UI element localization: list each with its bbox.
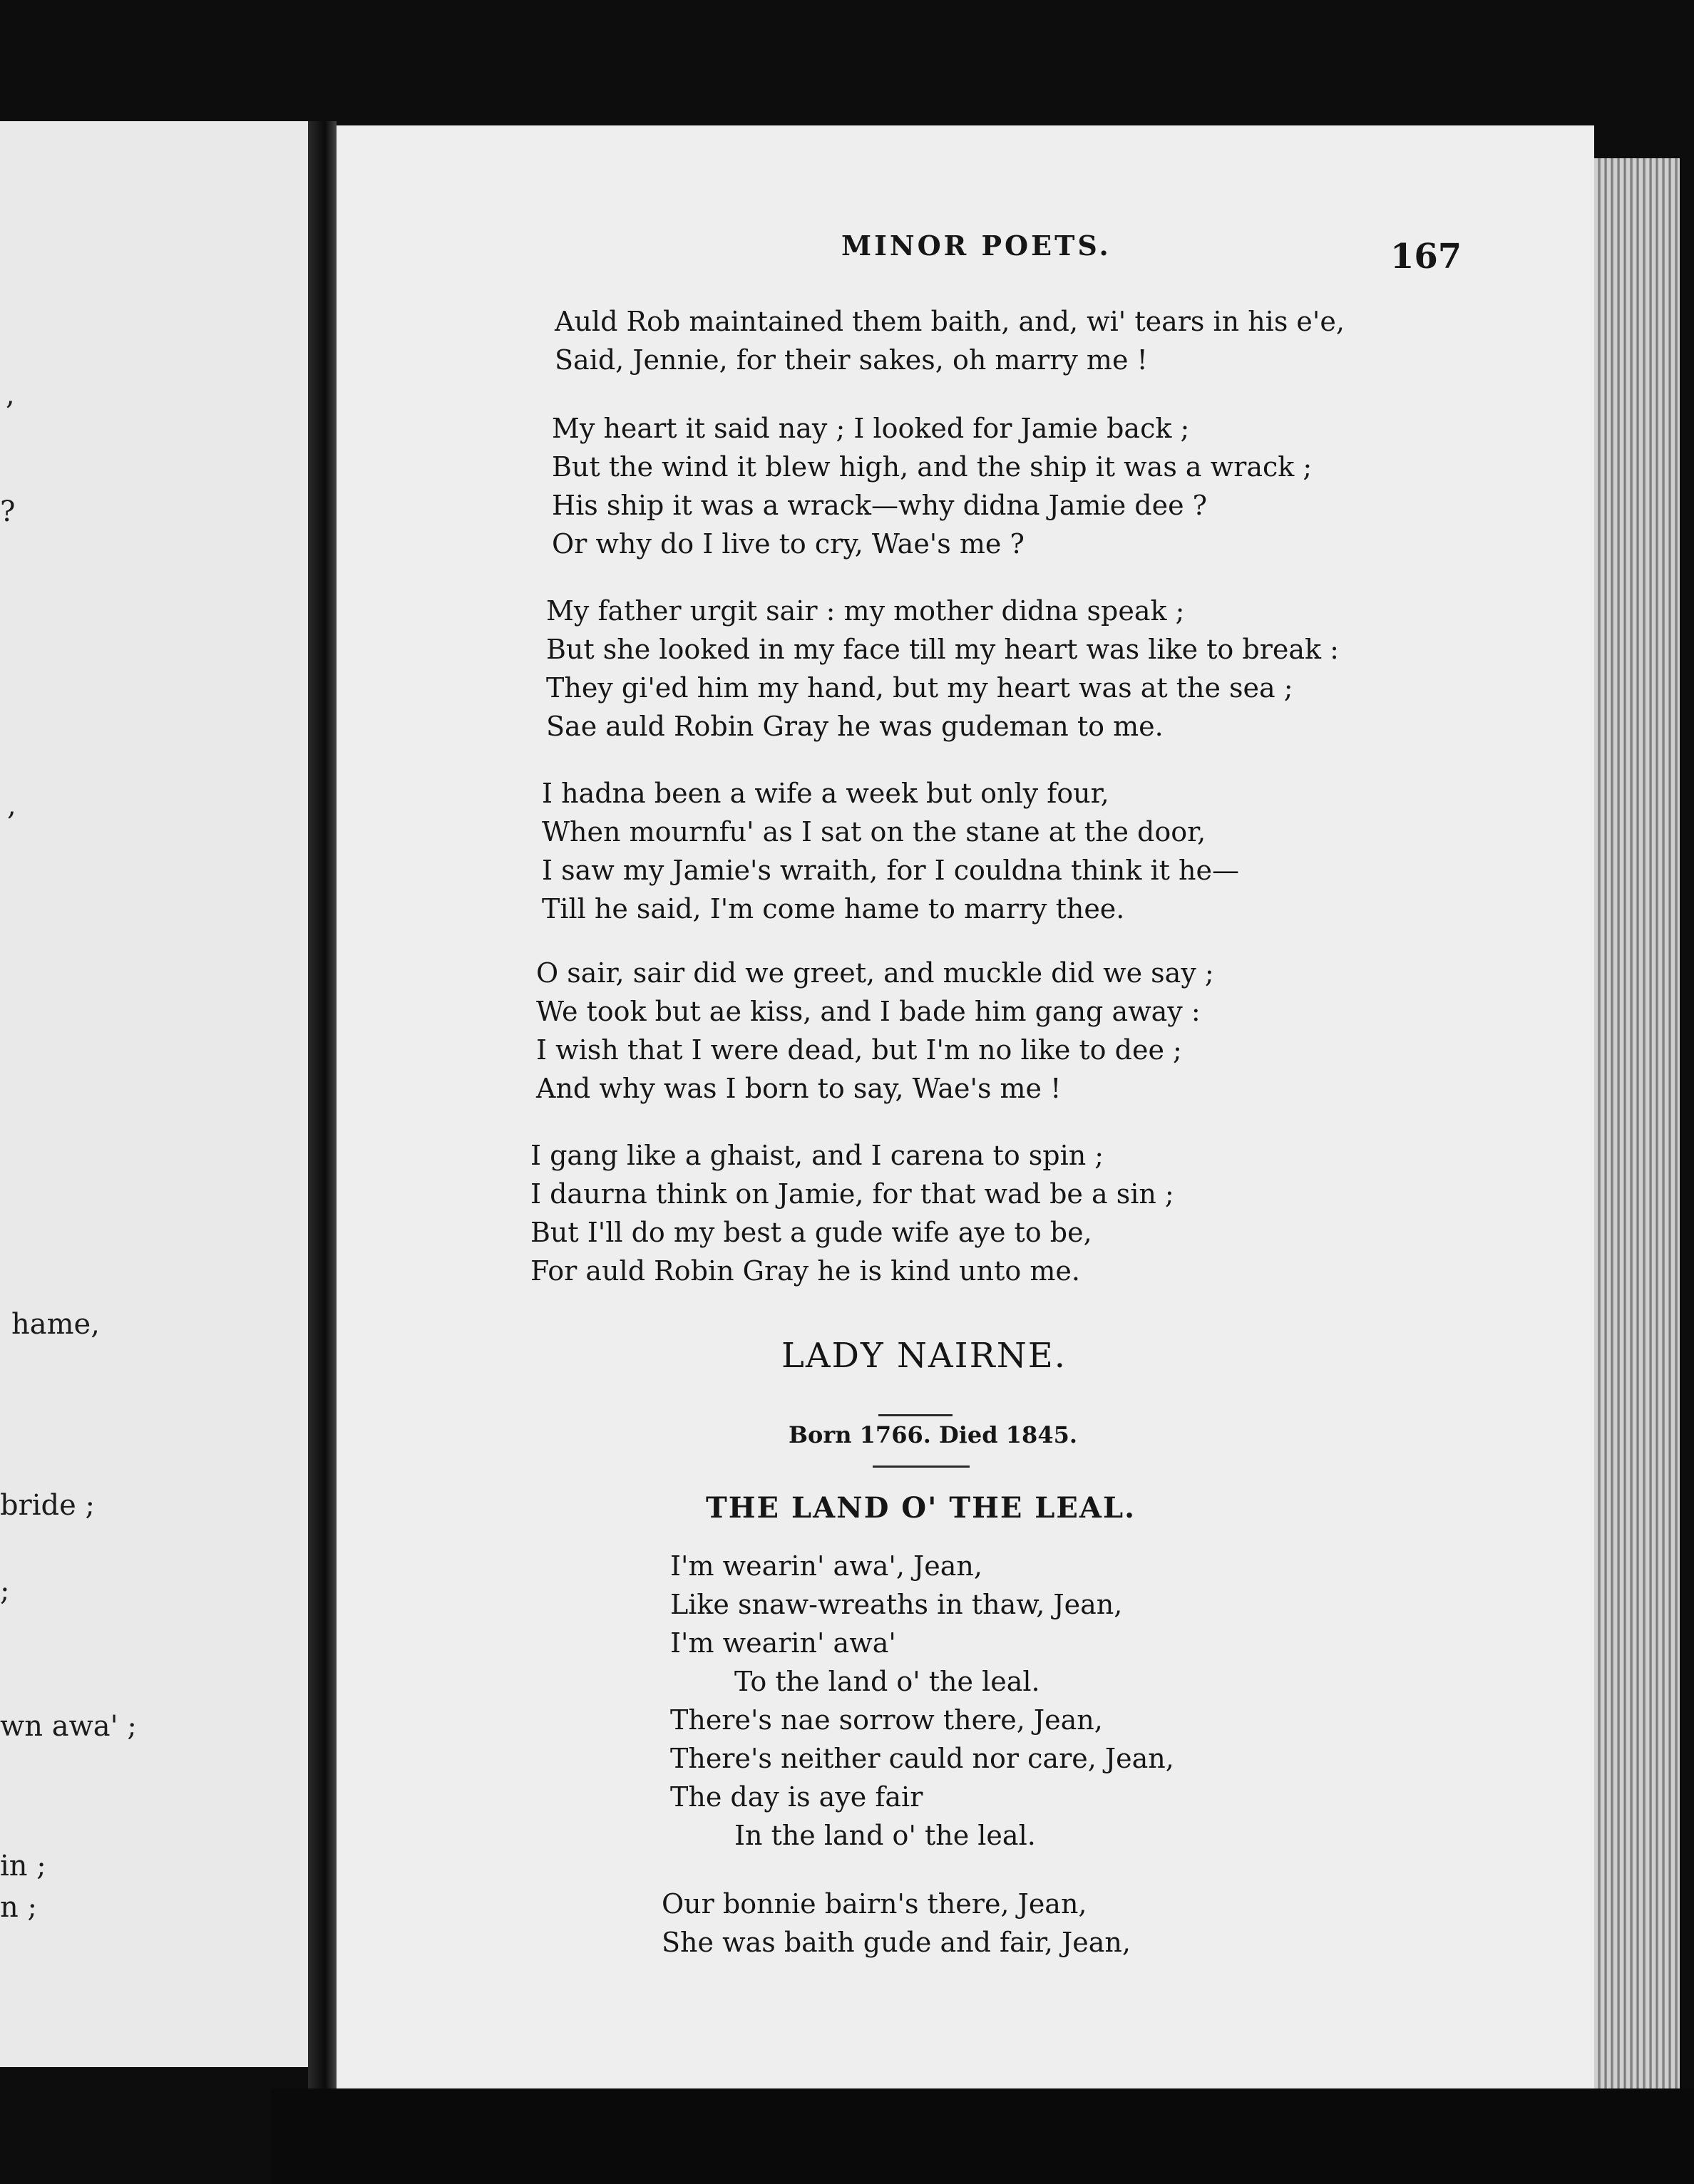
verse-line: My heart it said nay ; I looked for Jamie back ; — [552, 413, 1190, 444]
verse-line: I daurna think on Jamie, for that wad be a sin ; — [530, 1178, 1174, 1210]
verse-line: There's neither cauld nor care, Jean, — [670, 1743, 1174, 1774]
verse-line: But I'll do my best a gude wife aye to be, — [530, 1217, 1092, 1248]
stanza — [530, 1136, 1174, 1290]
stanza — [662, 1885, 1131, 1962]
verse-line: Like snaw-wreaths in thaw, Jean, — [670, 1589, 1123, 1620]
verse-line: My father urgit sair : my mother didna speak ; — [546, 595, 1185, 627]
verse-line: For auld Robin Gray he is kind unto me. — [530, 1255, 1080, 1287]
verse-line: O sair, sair did we greet, and muckle did we say ; — [536, 957, 1214, 989]
verse-line: Said, Jennie, for their sakes, oh marry me ! — [555, 344, 1148, 376]
stanza — [546, 592, 1339, 746]
author-dates: Born 1766. Died 1845. — [789, 1421, 1077, 1448]
verse-line: When mournfu' as I sat on the stane at the door, — [542, 816, 1206, 848]
left-fragment: wn awa' ; — [0, 1710, 137, 1743]
verse-line: I'm wearin' awa', Jean, — [670, 1550, 982, 1582]
author-heading: LADY NAIRNE. — [781, 1336, 1067, 1376]
verse-line: Auld Rob maintained them baith, and, wi' tears in his e'e, — [555, 306, 1345, 337]
left-fragment: in ; — [0, 1850, 46, 1882]
stanza — [670, 1547, 1174, 1855]
page-edges — [1594, 158, 1680, 2097]
verse-line: Our bonnie bairn's there, Jean, — [662, 1888, 1087, 1920]
verse-line: I gang like a ghaist, and I carena to spin ; — [530, 1140, 1104, 1171]
verse-line: And why was I born to say, Wae's me ! — [536, 1073, 1062, 1104]
verse-line: To the land o' the leal. — [734, 1666, 1040, 1697]
verse-line: I'm wearin' awa' — [670, 1627, 896, 1659]
left-fragment: n ; — [0, 1891, 37, 1924]
verse-line: I wish that I were dead, but I'm no like to dee ; — [536, 1034, 1182, 1066]
verse-line: They gi'ed him my hand, but my heart was at the sea ; — [546, 672, 1293, 704]
left-fragment: ; — [0, 1575, 10, 1607]
left-page — [0, 121, 310, 2067]
verse-line: In the land o' the leal. — [734, 1820, 1036, 1851]
verse-line: Sae auld Robin Gray he was gudeman to me. — [546, 711, 1164, 742]
running-head: MINOR POETS. — [841, 230, 1112, 262]
divider-rule — [873, 1466, 970, 1468]
verse-line: The day is aye fair — [670, 1781, 923, 1813]
left-fragment: , — [6, 378, 15, 411]
stanza — [555, 302, 1345, 379]
verse-line: His ship it was a wrack—why didna Jamie dee ? — [552, 490, 1208, 521]
verse-line: I hadna been a wife a week but only four, — [542, 778, 1109, 809]
verse-line: Or why do I live to cry, Wae's me ? — [552, 528, 1025, 560]
verse-line: There's nae sorrow there, Jean, — [670, 1704, 1103, 1736]
divider-rule — [878, 1414, 953, 1416]
stanza — [536, 954, 1214, 1108]
stanza — [542, 774, 1239, 928]
verse-line: She was baith gude and fair, Jean, — [662, 1927, 1131, 1958]
verse-line: But the wind it blew high, and the ship it was a wrack ; — [552, 451, 1313, 483]
left-fragment: , — [7, 789, 16, 822]
stanza — [552, 409, 1312, 563]
scan-background — [271, 2088, 1694, 2184]
poem-title: THE LAND O' THE LEAL. — [706, 1491, 1136, 1525]
book-gutter — [308, 121, 337, 2088]
verse-line: We took but ae kiss, and I bade him gang away : — [536, 996, 1201, 1027]
verse-line: Till he said, I'm come hame to marry thee. — [542, 893, 1125, 924]
verse-line: I saw my Jamie's wraith, for I couldna think it he— — [542, 855, 1239, 886]
left-fragment: ? — [0, 495, 16, 528]
verse-line: But she looked in my face till my heart was like to break : — [546, 634, 1339, 665]
left-fragment: bride ; — [0, 1489, 95, 1522]
left-fragment: hame, — [11, 1308, 100, 1341]
page-number: 167 — [1390, 237, 1462, 277]
